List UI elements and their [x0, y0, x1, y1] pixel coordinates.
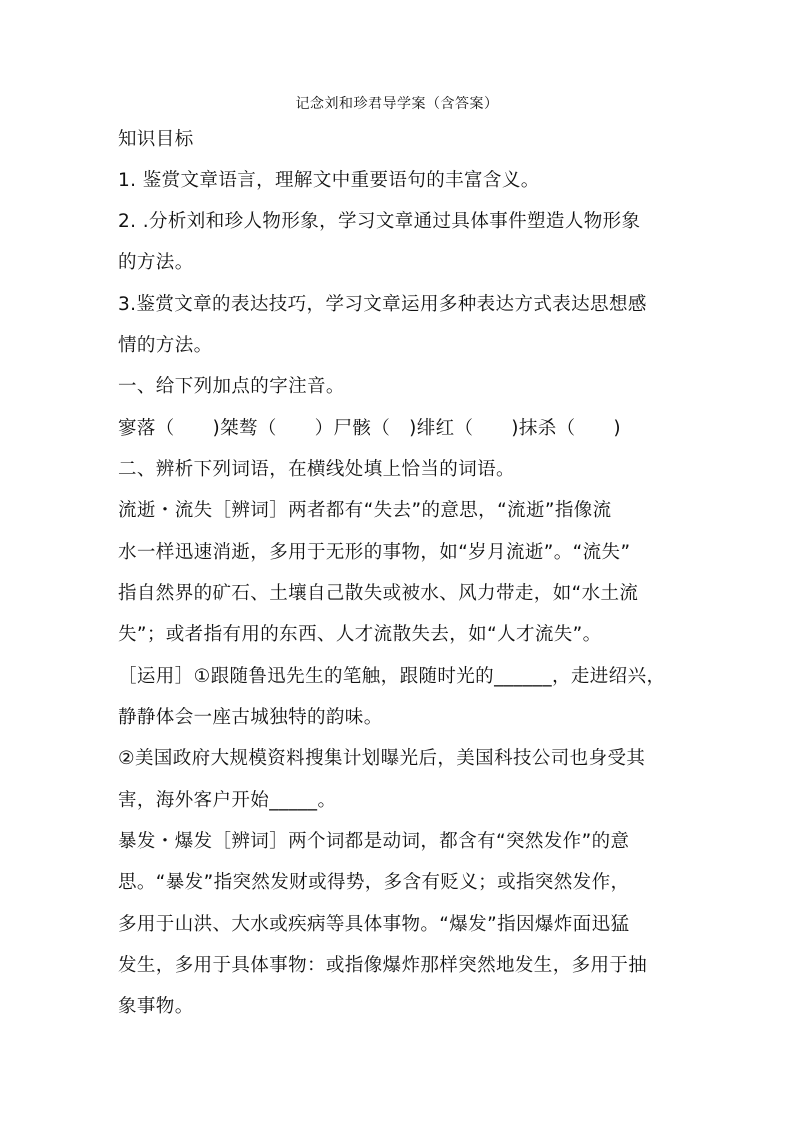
goal-item-2: 2. .分析刘和珍人物形象，学习文章通过具体事件塑造人物形象 [118, 211, 641, 232]
goal-item-2-continued: 的方法。 [118, 252, 194, 273]
paragraph-line: 指自然界的矿石、土壤自己散失或被水、风力带走，如“水土流 [118, 583, 639, 604]
document-title: 记念刘和珍君导学案（含答案） [295, 96, 499, 112]
goal-item-3-continued: 情的方法。 [118, 335, 213, 356]
paragraph-line: 多用于山洪、大水或疾病等具体事物。“爆发”指因爆炸面迅猛 [118, 914, 630, 935]
paragraph-line: 水一样迅速消逝，多用于无形的事物，如“岁月流逝”。“流失” [118, 542, 631, 563]
usage-item-2: ②美国政府大规模资料搜集计划曝光后，美国科技公司也身受其 [118, 748, 646, 769]
paragraph-line: 暴发・爆发［辨词］两个词都是动词，都含有“突然发作”的意 [118, 831, 630, 852]
usage-item-1-continued: 静静体会一座古城独特的韵味。 [118, 707, 383, 728]
paragraph-line: 失”；或者指有用的东西、人才流散失去，如“人才流失”。 [118, 624, 602, 645]
paragraph-line: 思。“暴发”指突然发财或得势，多含有贬义；或指突然发作， [118, 872, 630, 893]
section-heading-knowledge-goals: 知识目标 [118, 129, 194, 150]
paragraph-line: 象事物。 [118, 996, 194, 1017]
goal-item-1: 1. 鉴赏文章语言，理解文中重要语句的丰富含义。 [118, 170, 540, 191]
paragraph-line: 流逝・流失［辨词］两者都有“失去”的意思，“流逝”指像流 [118, 500, 612, 521]
exercise-heading-word-choice: 二、辨析下列词语，在横线处填上恰当的词语。 [118, 459, 515, 480]
exercise-heading-pinyin: 一、给下列加点的字注音。 [118, 376, 345, 397]
paragraph-line: 发生，多用于具体事物：或指像爆炸那样突然地发生，多用于抽 [118, 955, 648, 976]
usage-item-2-continued: 害，海外客户开始_____。 [118, 790, 337, 811]
goal-item-3: 3.鉴赏文章的表达技巧，学习文章运用多种表达方式表达思想感 [118, 294, 647, 315]
pinyin-fill-line: 寥落（ )桀骜（ ）尸骸（ )绯红（ )抹杀（ ) [118, 418, 621, 439]
usage-item-1: ［运用］①跟随鲁迅先生的笔触，跟随时光的______，走进绍兴， [118, 666, 666, 687]
